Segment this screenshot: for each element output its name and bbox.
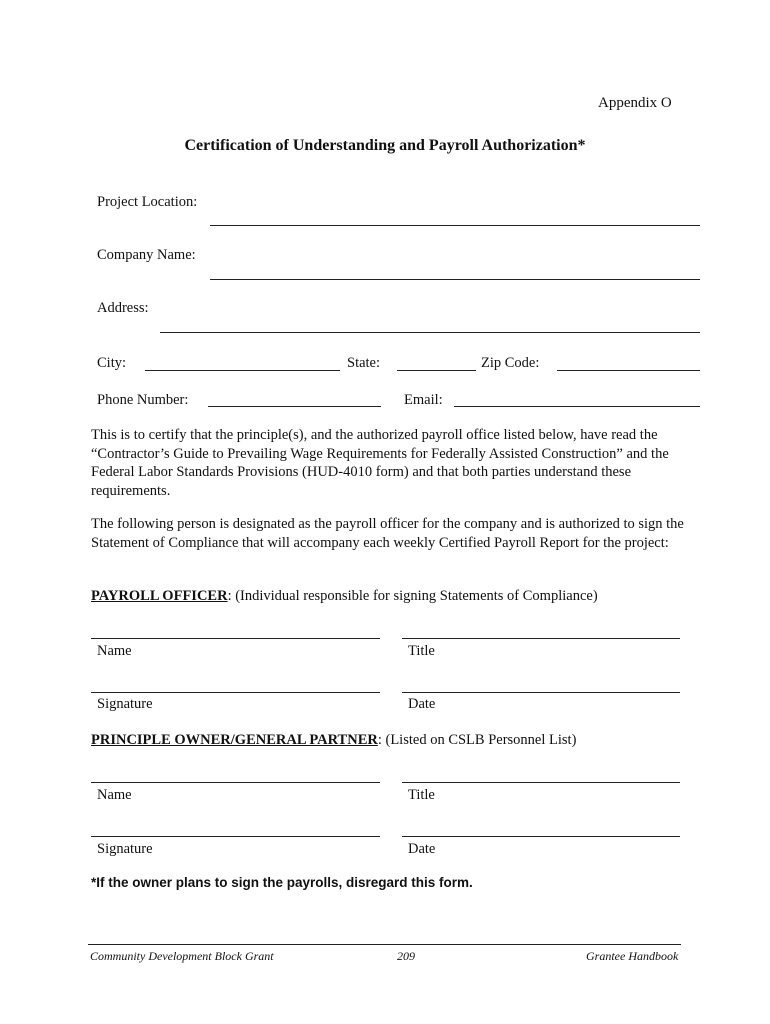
state-label: State: xyxy=(347,355,381,371)
footer-page-number: 209 xyxy=(397,949,415,963)
page-title: Certification of Understanding and Payroll Authorization* xyxy=(184,137,586,154)
payroll-officer-signature-line[interactable] xyxy=(91,692,380,693)
footer-divider xyxy=(88,944,681,945)
email-label: Email: xyxy=(404,392,443,408)
principle-owner-name-line[interactable] xyxy=(91,782,380,783)
city-label: City: xyxy=(97,355,127,371)
principle-owner-date-label: Date xyxy=(408,841,436,857)
designation-paragraph: The following person is designated as the payroll officer for the company and is authorized to sign the Statement of Compliance that will accompany each weekly Certified Payroll Report for the project: xyxy=(91,516,684,551)
appendix-label: Appendix O xyxy=(598,95,672,111)
payroll-officer-date-label: Date xyxy=(408,696,436,712)
address-line[interactable] xyxy=(160,332,700,333)
zip-code-line[interactable] xyxy=(557,370,700,371)
principle-owner-heading xyxy=(91,731,576,749)
phone-number-line[interactable] xyxy=(208,406,381,407)
project-location-label: Project Location: xyxy=(97,194,198,210)
payroll-officer-signature-label: Signature xyxy=(97,696,153,712)
payroll-officer-description: : (Individual responsible for signing Statements of Compliance) xyxy=(227,588,598,604)
company-name-line[interactable] xyxy=(210,279,700,280)
certification-paragraph: This is to certify that the principle(s), and the authorized payroll office listed below, have read the “Contractor’s Guide to Prevailing Wage Requirements for Federally Assisted Construction” and the Federal Labor Standards Provisions (HUD-4010 form) and that both parties understand these requirements. xyxy=(91,427,669,499)
payroll-officer-title-line[interactable] xyxy=(402,638,680,639)
principle-owner-signature-label: Signature xyxy=(97,841,153,857)
payroll-officer-name-label: Name xyxy=(97,643,132,659)
zip-code-label: Zip Code: xyxy=(481,355,540,371)
principle-owner-name-label: Name xyxy=(97,787,132,803)
project-location-line[interactable] xyxy=(210,225,700,226)
email-line[interactable] xyxy=(454,406,700,407)
owner-note: *If the owner plans to sign the payrolls, disregard this form. xyxy=(91,875,473,890)
principle-owner-title-line[interactable] xyxy=(402,782,680,783)
principle-owner-title: PRINCIPLE OWNER/GENERAL PARTNER xyxy=(91,732,378,748)
payroll-officer-date-line[interactable] xyxy=(402,692,680,693)
phone-number-label: Phone Number: xyxy=(97,392,189,408)
principle-owner-signature-line[interactable] xyxy=(91,836,380,837)
address-label: Address: xyxy=(97,300,149,316)
state-line[interactable] xyxy=(397,370,476,371)
principle-owner-description: : (Listed on CSLB Personnel List) xyxy=(377,732,577,748)
payroll-officer-title-label: Title xyxy=(408,643,435,659)
payroll-officer-name-line[interactable] xyxy=(91,638,380,639)
principle-owner-title-label: Title xyxy=(408,787,435,803)
principle-owner-date-line[interactable] xyxy=(402,836,680,837)
footer-right: Grantee Handbook xyxy=(586,949,679,963)
company-name-label: Company Name: xyxy=(97,247,196,263)
payroll-officer-heading xyxy=(91,587,598,605)
footer-left: Community Development Block Grant xyxy=(90,949,274,963)
payroll-officer-title: PAYROLL OFFICER xyxy=(91,588,228,604)
city-line[interactable] xyxy=(145,370,340,371)
